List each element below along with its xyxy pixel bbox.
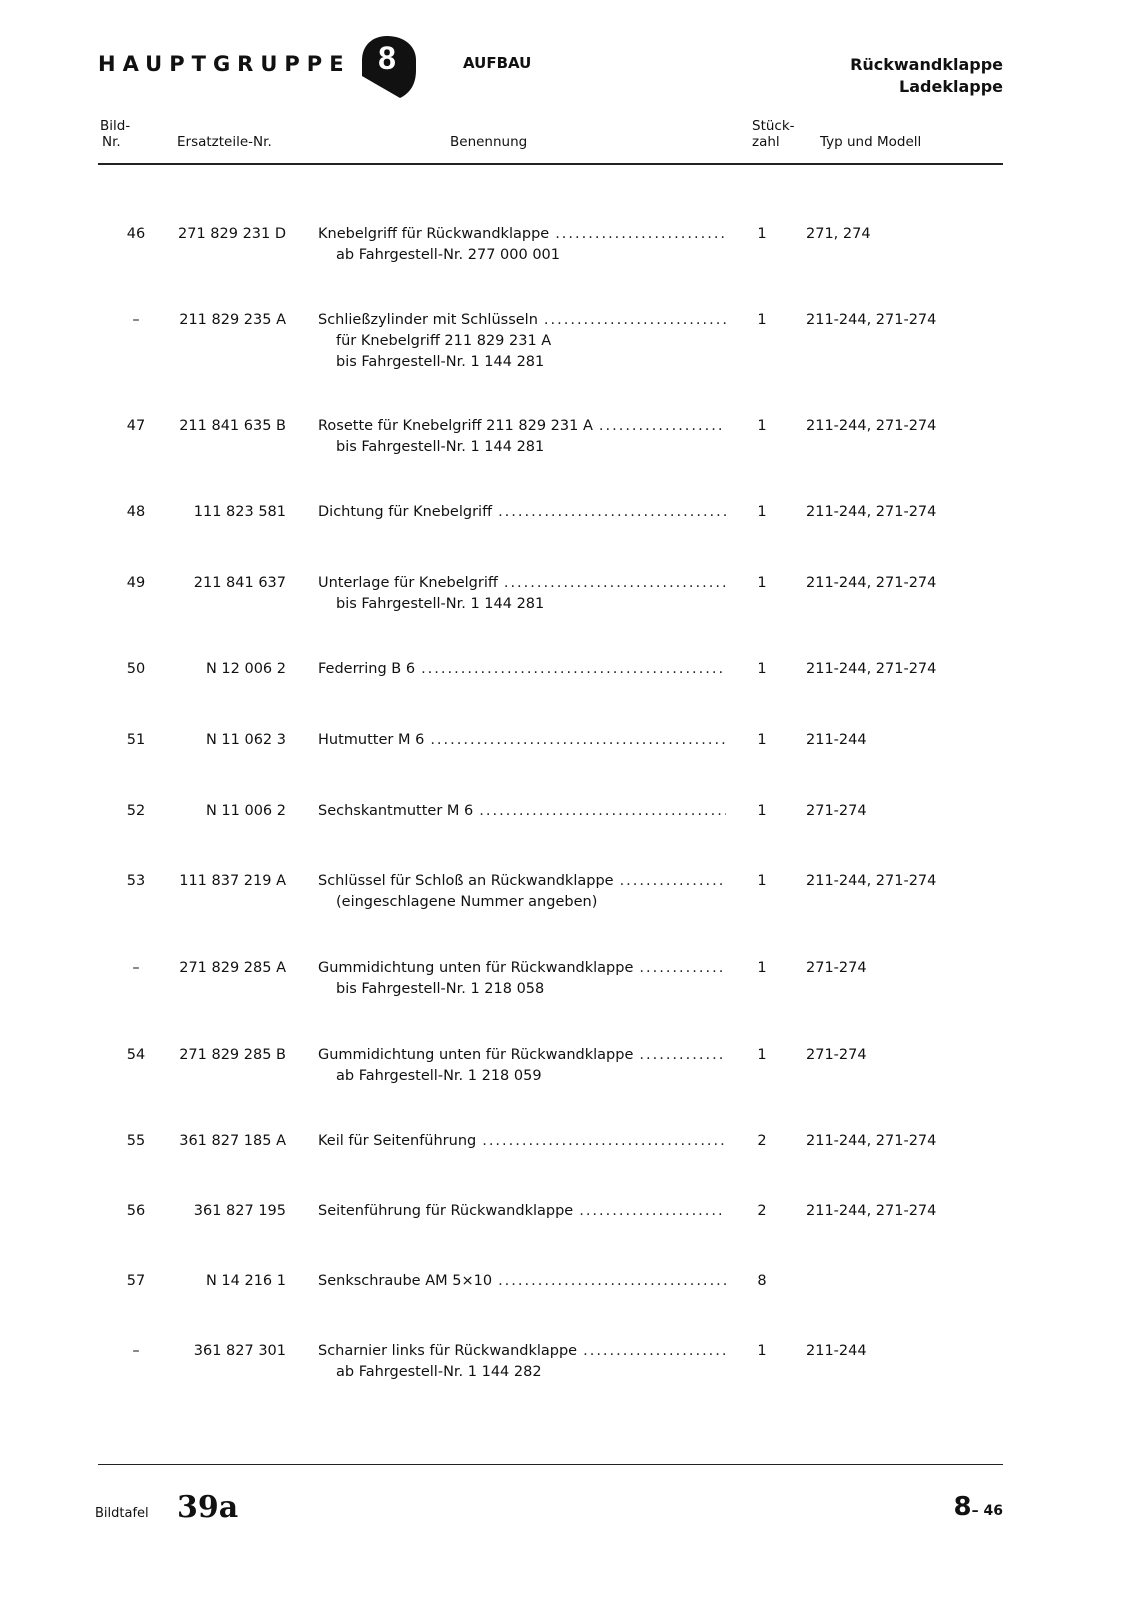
part-name: Schließzylinder mit Schlüsseln (318, 312, 538, 328)
type-model: 211-244, 271-274 (806, 1133, 937, 1149)
part-name: Senkschraube AM 5×10 (318, 1273, 493, 1289)
plate-number: 39a (177, 1490, 239, 1525)
figure-number: 56 (126, 1203, 146, 1219)
col-bild-header (100, 118, 130, 150)
quantity: 1 (757, 575, 767, 591)
type-model: 211-244, 271-274 (806, 873, 937, 889)
part-note: bis Fahrgestell-Nr. 1 218 058 (336, 981, 545, 997)
part-name: Gummidichtung unten für Rückwandklappe (318, 1047, 634, 1063)
part-name: Schlüssel für Schloß an Rückwandklappe (318, 873, 614, 889)
col-qty-header (752, 118, 795, 150)
part-note: bis Fahrgestell-Nr. 1 144 281 (336, 439, 545, 455)
type-model: 211-244 (806, 732, 867, 748)
dot-leader (421, 659, 726, 680)
figure-number: 51 (126, 732, 146, 748)
part-number: 361 827 195 (193, 1203, 286, 1219)
quantity: 1 (757, 1343, 767, 1359)
dot-leader (555, 224, 726, 245)
part-description (318, 573, 726, 615)
part-name: Sechskantmutter M 6 (318, 803, 474, 819)
quantity: 1 (757, 312, 767, 328)
figure-number: 50 (126, 661, 146, 677)
quantity: 1 (757, 732, 767, 748)
quantity: 1 (757, 418, 767, 434)
part-note: (eingeschlagene Nummer angeben) (336, 894, 598, 910)
figure-number: 54 (126, 1047, 146, 1063)
dot-leader (504, 573, 726, 594)
figure-number: 53 (126, 873, 146, 889)
part-number: 361 827 185 A (179, 1133, 286, 1149)
col-name-header: Benennung (450, 134, 528, 150)
type-model: 211-244, 271-274 (806, 418, 937, 434)
type-model: 211-244, 271-274 (806, 575, 937, 591)
quantity: 1 (757, 1047, 767, 1063)
part-name: Knebelgriff für Rückwandklappe (318, 226, 550, 242)
figure-number: 57 (126, 1273, 146, 1289)
quantity: 8 (757, 1273, 767, 1289)
dot-leader (583, 1341, 726, 1362)
col-part-header: Ersatzteile-Nr. (177, 134, 272, 150)
part-number: N 14 216 1 (205, 1273, 286, 1289)
figure-number: – (132, 312, 140, 328)
dot-leader (620, 871, 726, 892)
quantity: 2 (757, 1203, 767, 1219)
part-name: Seitenführung für Rückwandklappe (318, 1203, 574, 1219)
col-bild-line1: Bild- (100, 118, 131, 134)
part-number: 211 841 635 B (179, 418, 286, 434)
figure-number: 48 (126, 504, 146, 520)
page-title-line2: Ladeklappe (899, 77, 1003, 96)
part-description (318, 1131, 726, 1152)
part-description (318, 502, 726, 523)
part-name: Hutmutter M 6 (318, 732, 425, 748)
part-name: Gummidichtung unten für Rückwandklappe (318, 960, 634, 976)
part-note-2: bis Fahrgestell-Nr. 1 144 281 (336, 354, 545, 370)
part-number: N 11 006 2 (205, 803, 286, 819)
part-description (318, 1341, 726, 1383)
figure-number: 52 (126, 803, 146, 819)
part-note: ab Fahrgestell-Nr. 1 218 059 (336, 1068, 542, 1084)
plate-label: Bildtafel (95, 1506, 149, 1521)
part-number: 361 827 301 (193, 1343, 286, 1359)
type-model: 211-244, 271-274 (806, 504, 937, 520)
part-name: Dichtung für Knebelgriff (318, 504, 493, 520)
col-type-header: Typ und Modell (820, 134, 922, 150)
col-qty-line1: Stück- (752, 118, 795, 134)
footer-divider (98, 1464, 1003, 1465)
part-description (318, 1271, 726, 1292)
part-name: Scharnier links für Rückwandklappe (318, 1343, 578, 1359)
type-model: 271-274 (806, 803, 867, 819)
type-model: 271-274 (806, 1047, 867, 1063)
part-number: 111 823 581 (193, 504, 286, 520)
col-bild-line2: Nr. (102, 134, 121, 150)
part-number: 211 841 637 (193, 575, 286, 591)
section-title: AUFBAU (463, 54, 532, 72)
part-name: Unterlage für Knebelgriff (318, 575, 498, 591)
part-number: 111 837 219 A (179, 873, 286, 889)
part-note: für Knebelgriff 211 829 231 A (336, 333, 552, 349)
group-number-badge (360, 34, 420, 98)
header-divider (98, 163, 1003, 165)
part-description (318, 730, 726, 751)
part-description (318, 1201, 726, 1222)
dot-leader (639, 1045, 726, 1066)
part-number: N 12 006 2 (205, 661, 286, 677)
col-qty-line2: zahl (752, 134, 780, 150)
quantity: 2 (757, 1133, 767, 1149)
main-group-label: HAUPTGRUPPE (98, 52, 351, 76)
quantity: 1 (757, 504, 767, 520)
figure-number: 49 (126, 575, 146, 591)
type-model: 211-244, 271-274 (806, 661, 937, 677)
figure-number: 46 (126, 226, 146, 242)
type-model: 271, 274 (806, 226, 871, 242)
part-description (318, 310, 726, 373)
part-description (318, 1045, 726, 1087)
quantity: 1 (757, 960, 767, 976)
part-description (318, 958, 726, 1000)
quantity: 1 (757, 803, 767, 819)
part-name: Rosette für Knebelgriff 211 829 231 A (318, 418, 593, 434)
part-number: 271 829 231 D (178, 226, 287, 242)
part-number: N 11 062 3 (205, 732, 286, 748)
dot-leader (579, 1201, 726, 1222)
page-title-line1: Rückwandklappe (850, 55, 1003, 74)
figure-number: – (132, 1343, 140, 1359)
part-note: ab Fahrgestell-Nr. 1 144 282 (336, 1364, 542, 1380)
part-number: 211 829 235 A (179, 312, 286, 328)
type-model: 211-244, 271-274 (806, 312, 937, 328)
part-note: ab Fahrgestell-Nr. 277 000 001 (336, 247, 561, 263)
figure-number: – (132, 960, 140, 976)
quantity: 1 (757, 873, 767, 889)
dot-leader (544, 310, 726, 331)
part-name: Federring B 6 (318, 661, 416, 677)
part-description (318, 871, 726, 913)
page-number (954, 1492, 1003, 1522)
quantity: 1 (757, 226, 767, 242)
part-description (318, 801, 726, 822)
figure-number: 55 (126, 1133, 146, 1149)
page-number-main: 8 (953, 1492, 972, 1522)
dot-leader (430, 730, 726, 751)
dot-leader (599, 416, 726, 437)
quantity: 1 (757, 661, 767, 677)
part-number: 271 829 285 B (179, 1047, 286, 1063)
type-model: 271-274 (806, 960, 867, 976)
page-number-sub: – 46 (971, 1503, 1003, 1519)
part-name: Keil für Seitenführung (318, 1133, 477, 1149)
part-description (318, 416, 726, 458)
part-note: bis Fahrgestell-Nr. 1 144 281 (336, 596, 545, 612)
part-number: 271 829 285 A (179, 960, 286, 976)
dot-leader (498, 502, 726, 523)
dot-leader (498, 1271, 726, 1292)
dot-leader (479, 801, 726, 822)
part-description (318, 659, 726, 680)
figure-number: 47 (126, 418, 146, 434)
part-description (318, 224, 726, 266)
dot-leader (639, 958, 726, 979)
group-number: 8 (378, 40, 396, 76)
type-model: 211-244, 271-274 (806, 1203, 937, 1219)
dot-leader (482, 1131, 726, 1152)
page-title (850, 54, 1003, 98)
type-model: 211-244 (806, 1343, 867, 1359)
